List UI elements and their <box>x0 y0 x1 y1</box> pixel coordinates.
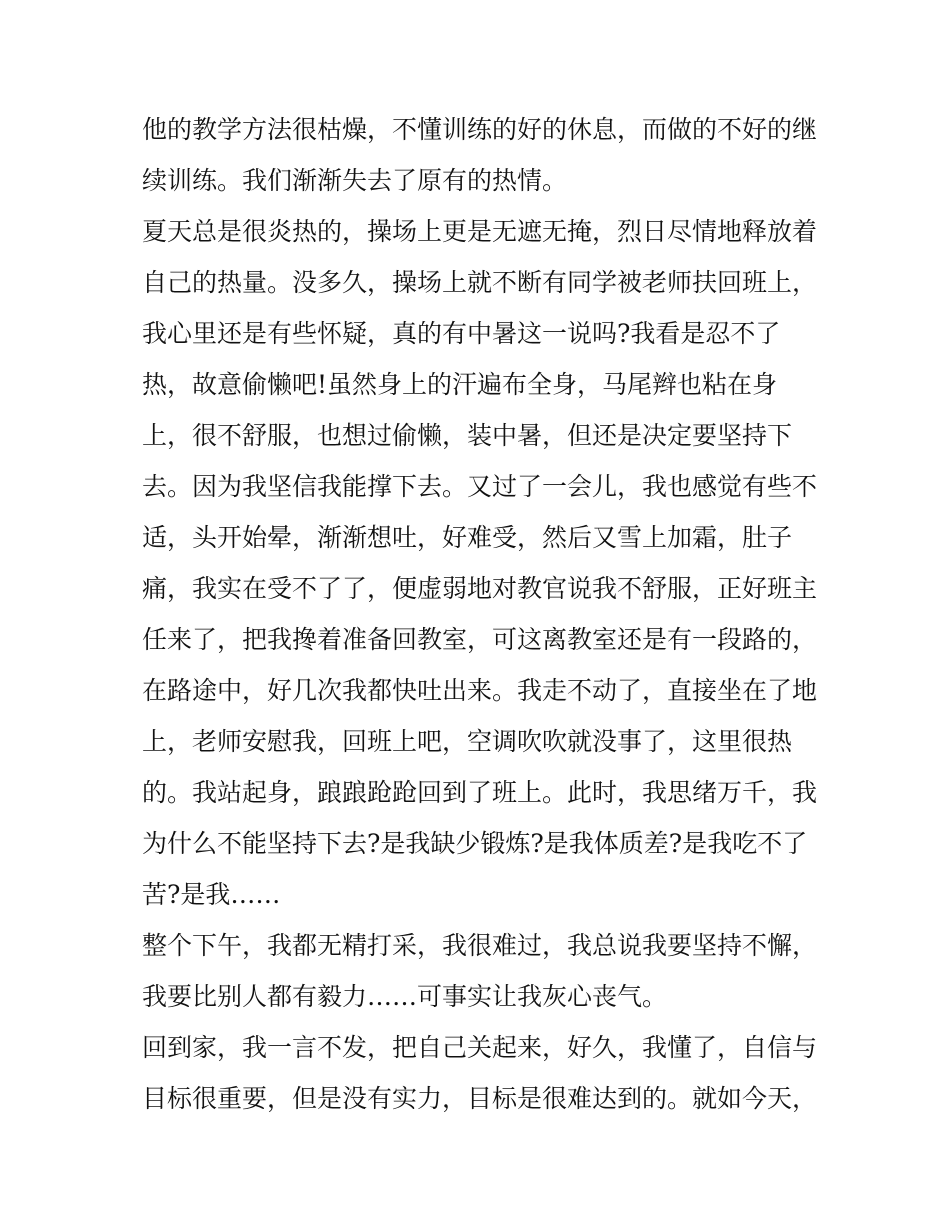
text-line: 的。我站起身，踉踉跄跄回到了班上。此时，我思绪万千，我 <box>142 778 818 807</box>
text-line: 续训练。我们渐渐失去了原有的热情。 <box>142 166 568 195</box>
text-line: 他的教学方法很枯燥，不懂训练的好的休息，而做的不好的继 <box>142 115 818 144</box>
text-line: 适，头开始晕，渐渐想吐，好难受，然后又雪上加霜，肚子 <box>142 523 793 552</box>
text-line: 苦?是我…… <box>142 880 281 909</box>
text-line: 热，故意偷懒吧!虽然身上的汗遍布全身，马尾辫也粘在身 <box>142 370 778 399</box>
text-line: 在路途中，好几次我都快吐出来。我走不动了，直接坐在了地 <box>142 676 818 705</box>
text-line: 目标很重要，但是没有实力，目标是很难达到的。就如今天， <box>142 1084 818 1113</box>
text-line: 上，老师安慰我，回班上吧，空调吹吹就没事了，这里很热 <box>142 727 793 756</box>
text-line: 为什么不能坚持下去?是我缺少锻炼?是我体质差?是我吃不了 <box>142 829 808 858</box>
text-line: 去。因为我坚信我能撑下去。又过了一会儿，我也感觉有些不 <box>142 472 818 501</box>
text-line: 任来了，把我搀着准备回教室，可这离教室还是有一段路的， <box>142 625 818 654</box>
text-line: 我要比别人都有毅力……可事实让我灰心丧气。 <box>142 982 668 1011</box>
text-line: 夏天总是很炎热的，操场上更是无遮无掩，烈日尽情地释放着 <box>142 217 818 246</box>
text-line: 痛，我实在受不了了，便虚弱地对教官说我不舒服，正好班主 <box>142 574 818 603</box>
text-line: 上，很不舒服，也想过偷懒，装中暑，但还是决定要坚持下 <box>142 421 793 450</box>
text-line: 回到家，我一言不发，把自己关起来，好久，我懂了，自信与 <box>142 1033 818 1062</box>
text-line: 我心里还是有些怀疑，真的有中暑这一说吗?我看是忍不了 <box>142 319 781 348</box>
text-line: 整个下午，我都无精打采，我很难过，我总说我要坚持不懈， <box>142 931 818 960</box>
document-body <box>142 104 822 1124</box>
text-line: 自己的热量。没多久，操场上就不断有同学被老师扶回班上， <box>142 268 818 297</box>
